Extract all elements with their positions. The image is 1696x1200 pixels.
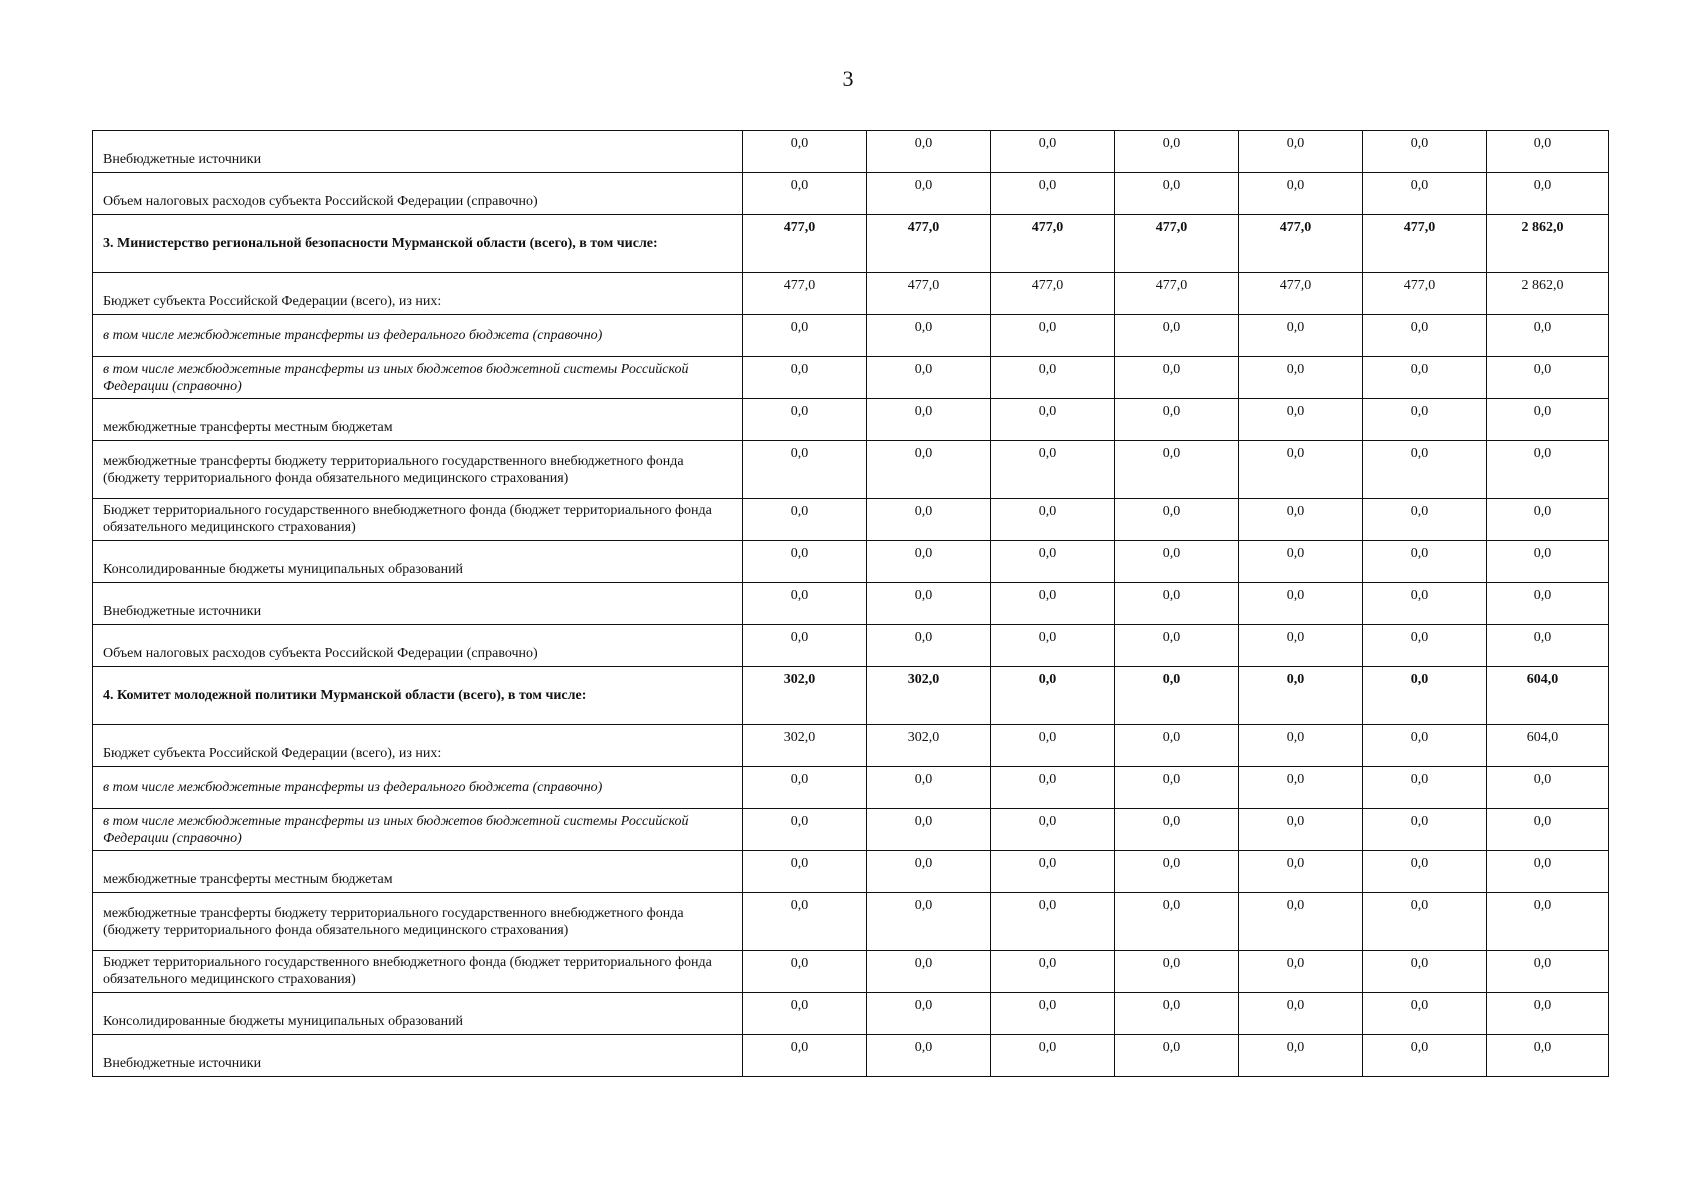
value-cell: 0,0 <box>1239 173 1363 215</box>
row-label: Консолидированные бюджеты муниципальных образований <box>93 993 743 1035</box>
row-label: межбюджетные трансферты местным бюджетам <box>93 851 743 893</box>
value-cell: 0,0 <box>991 499 1115 541</box>
table-row <box>93 951 1609 993</box>
table-row <box>93 667 1609 725</box>
value-cell: 2 862,0 <box>1487 215 1609 273</box>
value-cell: 0,0 <box>867 583 991 625</box>
value-cell: 477,0 <box>1239 273 1363 315</box>
value-cell: 0,0 <box>1487 993 1609 1035</box>
value-cell: 0,0 <box>1487 893 1609 951</box>
row-label: в том числе межбюджетные трансферты из иных бюджетов бюджетной системы Российской Федерации (справочно) <box>93 357 743 399</box>
row-label: в том числе межбюджетные трансферты из федерального бюджета (справочно) <box>93 767 743 809</box>
row-label: межбюджетные трансферты бюджету территориального государственного внебюджетного фонда (бюджету территориального фонда обязательного медицинского страхования) <box>93 893 743 951</box>
row-label: межбюджетные трансферты местным бюджетам <box>93 399 743 441</box>
row-label: Бюджет субъекта Российской Федерации (всего), из них: <box>93 273 743 315</box>
value-cell: 0,0 <box>1487 1035 1609 1077</box>
value-cell: 0,0 <box>1239 1035 1363 1077</box>
value-cell: 0,0 <box>1239 725 1363 767</box>
value-cell: 0,0 <box>991 173 1115 215</box>
row-label: межбюджетные трансферты бюджету территориального государственного внебюджетного фонда (бюджету территориального фонда обязательного медицинского страхования) <box>93 441 743 499</box>
value-cell: 0,0 <box>1363 625 1487 667</box>
value-cell: 0,0 <box>1363 541 1487 583</box>
value-cell: 0,0 <box>743 767 867 809</box>
value-cell: 0,0 <box>1115 541 1239 583</box>
value-cell: 0,0 <box>991 951 1115 993</box>
value-cell: 302,0 <box>867 725 991 767</box>
value-cell: 0,0 <box>867 541 991 583</box>
value-cell: 0,0 <box>991 767 1115 809</box>
value-cell: 604,0 <box>1487 725 1609 767</box>
row-label: Бюджет территориального государственного внебюджетного фонда (бюджет территориального фонда обязательного медицинского страхования) <box>93 499 743 541</box>
table-row <box>93 173 1609 215</box>
value-cell: 0,0 <box>991 441 1115 499</box>
value-cell: 0,0 <box>1239 131 1363 173</box>
page-number: 3 <box>842 66 854 91</box>
value-cell: 0,0 <box>1239 541 1363 583</box>
value-cell: 0,0 <box>867 809 991 851</box>
value-cell: 0,0 <box>1363 131 1487 173</box>
value-cell: 0,0 <box>867 441 991 499</box>
value-cell: 2 862,0 <box>1487 273 1609 315</box>
value-cell: 0,0 <box>1487 851 1609 893</box>
value-cell: 477,0 <box>991 215 1115 273</box>
table-row <box>93 499 1609 541</box>
value-cell: 0,0 <box>743 541 867 583</box>
value-cell: 0,0 <box>1363 893 1487 951</box>
row-label: Внебюджетные источники <box>93 1035 743 1077</box>
value-cell: 477,0 <box>743 273 867 315</box>
value-cell: 0,0 <box>1115 993 1239 1035</box>
value-cell: 0,0 <box>743 499 867 541</box>
value-cell: 0,0 <box>743 993 867 1035</box>
value-cell: 0,0 <box>743 851 867 893</box>
value-cell: 0,0 <box>991 399 1115 441</box>
row-label: Объем налоговых расходов субъекта Российской Федерации (справочно) <box>93 173 743 215</box>
value-cell: 0,0 <box>1239 809 1363 851</box>
value-cell: 0,0 <box>743 625 867 667</box>
table-row <box>93 215 1609 273</box>
value-cell: 477,0 <box>867 215 991 273</box>
value-cell: 0,0 <box>1115 1035 1239 1077</box>
value-cell: 0,0 <box>743 357 867 399</box>
value-cell: 0,0 <box>1487 625 1609 667</box>
value-cell: 0,0 <box>1487 951 1609 993</box>
value-cell: 0,0 <box>1239 667 1363 725</box>
value-cell: 302,0 <box>867 667 991 725</box>
row-label: Бюджет территориального государственного внебюджетного фонда (бюджет территориального фонда обязательного медицинского страхования) <box>93 951 743 993</box>
value-cell: 0,0 <box>1239 625 1363 667</box>
value-cell: 0,0 <box>1115 893 1239 951</box>
value-cell: 477,0 <box>991 273 1115 315</box>
table-row <box>93 767 1609 809</box>
value-cell: 0,0 <box>991 851 1115 893</box>
value-cell: 0,0 <box>1487 583 1609 625</box>
value-cell: 0,0 <box>867 1035 991 1077</box>
value-cell: 0,0 <box>1363 767 1487 809</box>
value-cell: 0,0 <box>1363 1035 1487 1077</box>
row-label: Объем налоговых расходов субъекта Российской Федерации (справочно) <box>93 625 743 667</box>
value-cell: 0,0 <box>867 951 991 993</box>
row-label: 4. Комитет молодежной политики Мурманской области (всего), в том числе: <box>93 667 743 725</box>
table-row <box>93 725 1609 767</box>
value-cell: 0,0 <box>1363 667 1487 725</box>
budget-table <box>92 130 1609 1077</box>
value-cell: 0,0 <box>1115 357 1239 399</box>
value-cell: 302,0 <box>743 725 867 767</box>
value-cell: 0,0 <box>1487 357 1609 399</box>
value-cell: 0,0 <box>867 993 991 1035</box>
value-cell: 0,0 <box>743 951 867 993</box>
value-cell: 0,0 <box>1487 173 1609 215</box>
value-cell: 0,0 <box>1115 399 1239 441</box>
value-cell: 0,0 <box>1239 499 1363 541</box>
value-cell: 0,0 <box>1239 399 1363 441</box>
value-cell: 477,0 <box>1363 273 1487 315</box>
table-row <box>93 851 1609 893</box>
value-cell: 477,0 <box>743 215 867 273</box>
value-cell: 0,0 <box>1115 667 1239 725</box>
value-cell: 0,0 <box>1363 583 1487 625</box>
value-cell: 0,0 <box>867 399 991 441</box>
table-row <box>93 893 1609 951</box>
value-cell: 477,0 <box>1363 215 1487 273</box>
value-cell: 0,0 <box>991 315 1115 357</box>
value-cell: 0,0 <box>1487 399 1609 441</box>
value-cell: 0,0 <box>1115 441 1239 499</box>
value-cell: 0,0 <box>867 893 991 951</box>
value-cell: 0,0 <box>743 1035 867 1077</box>
value-cell: 477,0 <box>1115 215 1239 273</box>
value-cell: 0,0 <box>1363 725 1487 767</box>
value-cell: 0,0 <box>1363 441 1487 499</box>
value-cell: 0,0 <box>1363 399 1487 441</box>
value-cell: 0,0 <box>1363 809 1487 851</box>
value-cell: 0,0 <box>991 725 1115 767</box>
value-cell: 302,0 <box>743 667 867 725</box>
value-cell: 0,0 <box>867 173 991 215</box>
value-cell: 0,0 <box>867 767 991 809</box>
row-label: Консолидированные бюджеты муниципальных образований <box>93 541 743 583</box>
value-cell: 0,0 <box>991 625 1115 667</box>
value-cell: 0,0 <box>1115 131 1239 173</box>
value-cell: 0,0 <box>1363 173 1487 215</box>
value-cell: 477,0 <box>1239 215 1363 273</box>
table-row <box>93 583 1609 625</box>
value-cell: 0,0 <box>743 893 867 951</box>
table-row <box>93 625 1609 667</box>
value-cell: 0,0 <box>1363 951 1487 993</box>
value-cell: 0,0 <box>743 315 867 357</box>
value-cell: 0,0 <box>1363 851 1487 893</box>
table-row <box>93 809 1609 851</box>
value-cell: 0,0 <box>1115 725 1239 767</box>
value-cell: 0,0 <box>743 173 867 215</box>
table-row <box>93 1035 1609 1077</box>
value-cell: 0,0 <box>1487 767 1609 809</box>
value-cell: 0,0 <box>1115 767 1239 809</box>
value-cell: 0,0 <box>1239 357 1363 399</box>
row-label: Внебюджетные источники <box>93 131 743 173</box>
value-cell: 604,0 <box>1487 667 1609 725</box>
table-row <box>93 315 1609 357</box>
value-cell: 0,0 <box>1115 851 1239 893</box>
value-cell: 477,0 <box>867 273 991 315</box>
row-label: Бюджет субъекта Российской Федерации (всего), из них: <box>93 725 743 767</box>
value-cell: 0,0 <box>1363 357 1487 399</box>
value-cell: 0,0 <box>743 583 867 625</box>
value-cell: 0,0 <box>1487 131 1609 173</box>
value-cell: 0,0 <box>1239 441 1363 499</box>
value-cell: 0,0 <box>991 357 1115 399</box>
value-cell: 0,0 <box>1363 499 1487 541</box>
value-cell: 0,0 <box>1239 951 1363 993</box>
value-cell: 0,0 <box>1115 315 1239 357</box>
value-cell: 0,0 <box>1487 541 1609 583</box>
value-cell: 477,0 <box>1115 273 1239 315</box>
row-label: в том числе межбюджетные трансферты из иных бюджетов бюджетной системы Российской Федерации (справочно) <box>93 809 743 851</box>
value-cell: 0,0 <box>991 131 1115 173</box>
value-cell: 0,0 <box>1239 993 1363 1035</box>
value-cell: 0,0 <box>991 541 1115 583</box>
value-cell: 0,0 <box>991 809 1115 851</box>
value-cell: 0,0 <box>867 131 991 173</box>
value-cell: 0,0 <box>1115 583 1239 625</box>
value-cell: 0,0 <box>743 441 867 499</box>
row-label: 3. Министерство региональной безопасности Мурманской области (всего), в том числе: <box>93 215 743 273</box>
value-cell: 0,0 <box>1487 315 1609 357</box>
value-cell: 0,0 <box>1239 851 1363 893</box>
value-cell: 0,0 <box>1487 441 1609 499</box>
value-cell: 0,0 <box>1487 499 1609 541</box>
value-cell: 0,0 <box>1239 583 1363 625</box>
value-cell: 0,0 <box>1239 893 1363 951</box>
value-cell: 0,0 <box>867 499 991 541</box>
table-row <box>93 357 1609 399</box>
value-cell: 0,0 <box>991 583 1115 625</box>
value-cell: 0,0 <box>867 315 991 357</box>
value-cell: 0,0 <box>991 993 1115 1035</box>
value-cell: 0,0 <box>867 851 991 893</box>
table-row <box>93 541 1609 583</box>
table-row <box>93 273 1609 315</box>
value-cell: 0,0 <box>867 357 991 399</box>
value-cell: 0,0 <box>1115 173 1239 215</box>
table-row <box>93 441 1609 499</box>
value-cell: 0,0 <box>1239 767 1363 809</box>
value-cell: 0,0 <box>1363 315 1487 357</box>
table-row <box>93 131 1609 173</box>
value-cell: 0,0 <box>1115 625 1239 667</box>
value-cell: 0,0 <box>743 131 867 173</box>
value-cell: 0,0 <box>1487 809 1609 851</box>
table-row <box>93 993 1609 1035</box>
value-cell: 0,0 <box>743 399 867 441</box>
row-label: в том числе межбюджетные трансферты из федерального бюджета (справочно) <box>93 315 743 357</box>
table-row <box>93 399 1609 441</box>
value-cell: 0,0 <box>1239 315 1363 357</box>
value-cell: 0,0 <box>867 625 991 667</box>
value-cell: 0,0 <box>991 893 1115 951</box>
value-cell: 0,0 <box>1363 993 1487 1035</box>
value-cell: 0,0 <box>1115 809 1239 851</box>
value-cell: 0,0 <box>1115 951 1239 993</box>
value-cell: 0,0 <box>991 667 1115 725</box>
value-cell: 0,0 <box>1115 499 1239 541</box>
value-cell: 0,0 <box>743 809 867 851</box>
value-cell: 0,0 <box>991 1035 1115 1077</box>
row-label: Внебюджетные источники <box>93 583 743 625</box>
